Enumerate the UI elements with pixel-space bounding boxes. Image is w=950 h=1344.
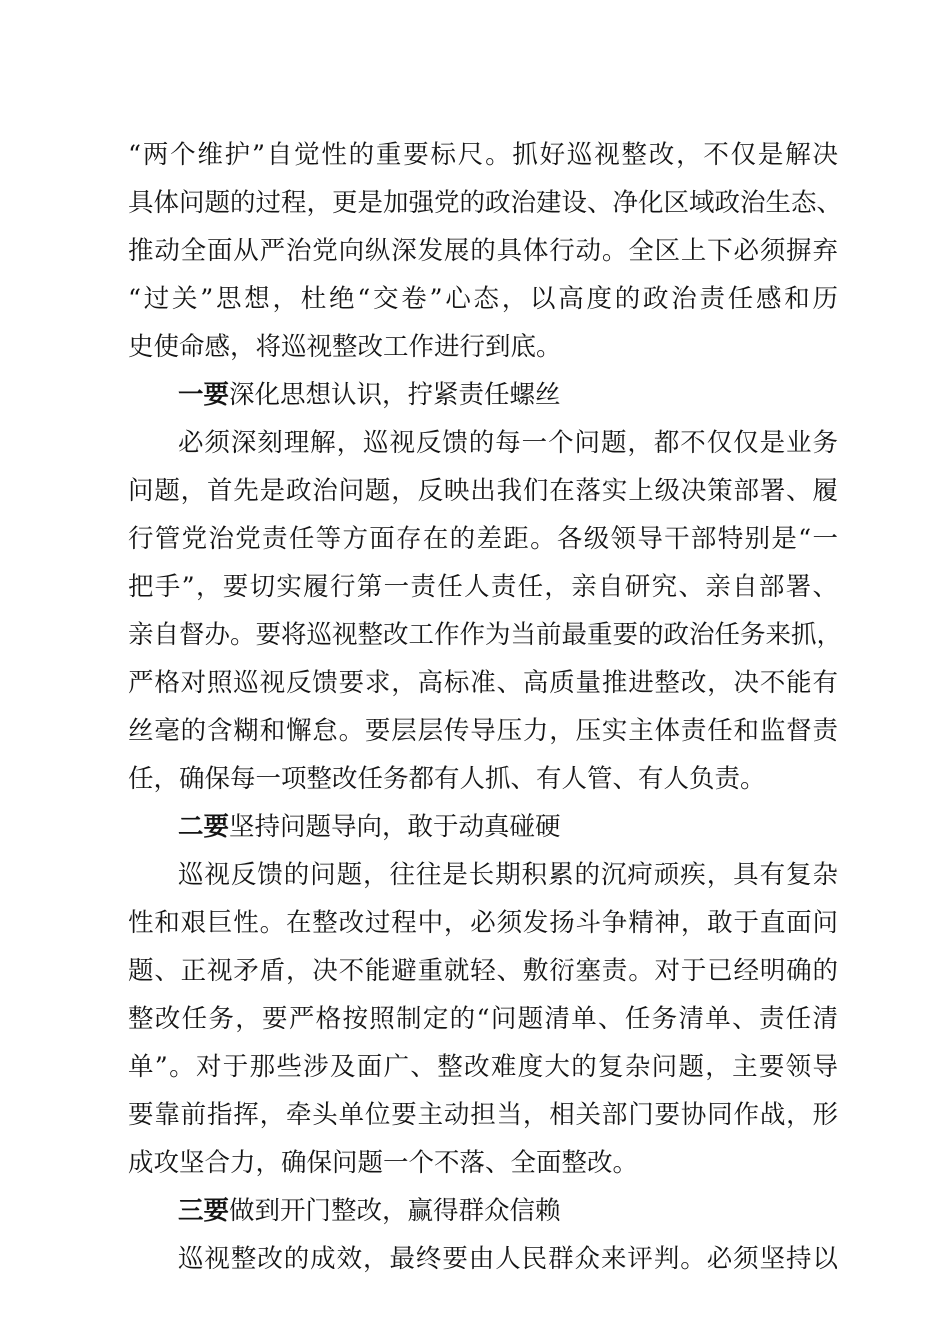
body-text-line: “两个维护”自觉性的重要标尺。抓好巡视整改，不仅是解决	[128, 140, 838, 170]
body-text-line: 题、正视矛盾，决不能避重就轻、敷衍塞责。对于已经明确的	[128, 956, 838, 986]
heading-text: 做到开门整改，赢得群众信赖	[229, 1196, 561, 1226]
section-heading-2	[178, 803, 838, 851]
body-text-line: 成攻坚合力，确保问题一个不落、全面整改。	[128, 1148, 639, 1178]
body-text-line: 史使命感，将巡视整改工作进行到底。	[128, 332, 562, 362]
body-text-line: 推动全面从严治党向纵深发展的具体行动。全区上下必须摒弃	[128, 236, 838, 266]
body-text-line: 把手”，要切实履行第一责任人责任，亲自研究、亲自部署、	[128, 572, 838, 602]
heading-text: 坚持问题导向，敢于动真碰硬	[229, 812, 561, 842]
body-text-line: 丝毫的含糊和懈怠。要层层传导压力，压实主体责任和监督责	[128, 716, 838, 746]
body-text-line: 必须深刻理解，巡视反馈的每一个问题，都不仅仅是业务	[178, 428, 838, 458]
heading-lead: 一要	[178, 380, 230, 410]
section-heading-1	[178, 371, 838, 419]
body-text-line: 要靠前指挥，牵头单位要主动担当，相关部门要协同作战，形	[128, 1100, 838, 1130]
body-text-line: 整改任务，要严格按照制定的“问题清单、任务清单、责任清	[128, 1004, 838, 1034]
section-heading-3	[178, 1187, 838, 1235]
body-text-line: 巡视反馈的问题，往往是长期积累的沉疴顽疾，具有复杂	[178, 860, 838, 890]
body-text-line: 亲自督办。要将巡视整改工作作为当前最重要的政治任务来抓，	[128, 620, 843, 650]
body-text-line: 巡视整改的成效，最终要由人民群众来评判。必须坚持以	[178, 1244, 838, 1274]
body-text-line: 任，确保每一项整改任务都有人抓、有人管、有人负责。	[128, 764, 766, 794]
heading-text: 深化思想认识，拧紧责任螺丝	[229, 380, 561, 410]
body-text-line: 性和艰巨性。在整改过程中，必须发扬斗争精神，敢于直面问	[128, 908, 838, 938]
body-text-line: 具体问题的过程，更是加强党的政治建设、净化区域政治生态、	[128, 188, 843, 218]
body-text-line: 严格对照巡视反馈要求，高标准、高质量推进整改，决不能有	[128, 668, 838, 698]
body-text-line: “过关”思想，杜绝“交卷”心态，以高度的政治责任感和历	[128, 284, 838, 314]
body-text-line: 问题，首先是政治问题，反映出我们在落实上级决策部署、履	[128, 476, 838, 506]
body-text-line: 单”。对于那些涉及面广、整改难度大的复杂问题，主要领导	[128, 1052, 838, 1082]
heading-lead: 二要	[178, 812, 230, 842]
heading-lead: 三要	[178, 1196, 230, 1226]
body-text-line: 行管党治党责任等方面存在的差距。各级领导干部特别是“一	[128, 524, 838, 554]
